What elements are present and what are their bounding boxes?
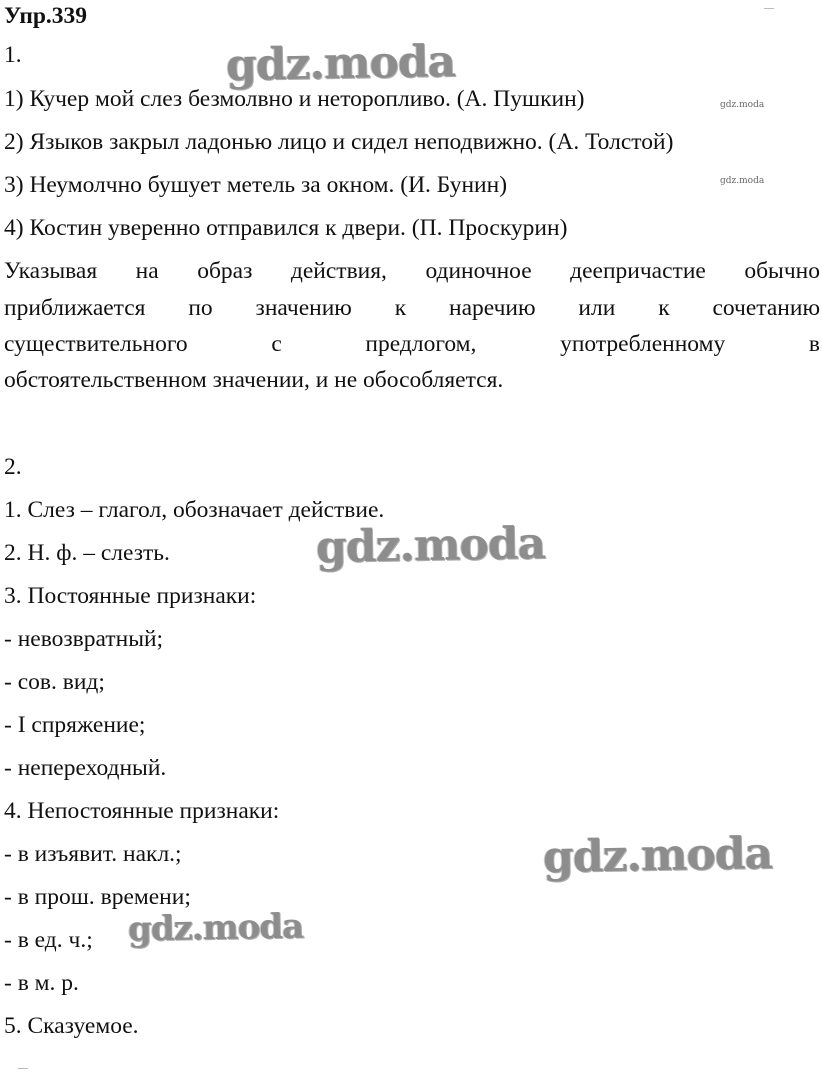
sentence-4: 4) Костин уверенно отправился к двери. (П. Проскурин) [4,215,568,241]
explanation-line-4: обстоятельственном значении, и не обособляется. [4,367,504,393]
explanation-line-1: Указывая на образ действия, одиночное деепричастие обычно [4,258,820,284]
watermark-logo: gdz.moda [315,518,546,573]
analysis-line-8: 4. Непостоянные признаки: [4,798,280,824]
analysis-line-5: - сов. вид; [4,669,105,695]
watermark-logo: gdz.moda [225,36,456,91]
watermark-small: gdz.moda [720,176,765,186]
analysis-line-12: - в м. р. [4,970,79,996]
sentence-3: 3) Неумолчно бушует метель за окном. (И. Бунин) [4,172,508,198]
analysis-line-1: 1. Слез – глагол, обозначает действие. [4,497,385,523]
analysis-line-9: - в изъявит. накл.; [4,841,182,867]
scan-mark [764,8,774,9]
exercise-title: Упр.339 [4,3,88,29]
sentence-1: 1) Кучер мой слез безмолвно и неторопливо. (А. Пушкин) [4,86,585,112]
watermark-logo: gdz.moda [542,828,773,883]
analysis-line-3: 3. Постоянные признаки: [4,583,257,609]
analysis-line-10: - в прош. времени; [4,884,191,910]
explanation-line-3: существительного с предлогом, употребленному в [4,331,820,357]
analysis-line-6: - I спряжение; [4,712,146,738]
watermark-logo: gdz.moda [127,906,304,950]
analysis-line-7: - непереходный. [4,755,167,781]
part2-number: 2. [4,454,22,480]
watermark-small: gdz.moda [720,100,765,110]
analysis-line-13: 5. Сказуемое. [4,1013,139,1039]
explanation-line-2: приближается по значению к наречию или к сочетанию [4,295,820,321]
sentence-2: 2) Языков закрыл ладонью лицо и сидел неподвижно. (А. Толстой) [4,129,674,155]
scan-mark [18,1068,28,1069]
part1-number: 1. [4,42,22,68]
analysis-line-4: - невозвратный; [4,626,164,652]
analysis-line-2: 2. Н. ф. – слезть. [4,540,170,566]
analysis-line-11: - в ед. ч.; [4,927,93,953]
